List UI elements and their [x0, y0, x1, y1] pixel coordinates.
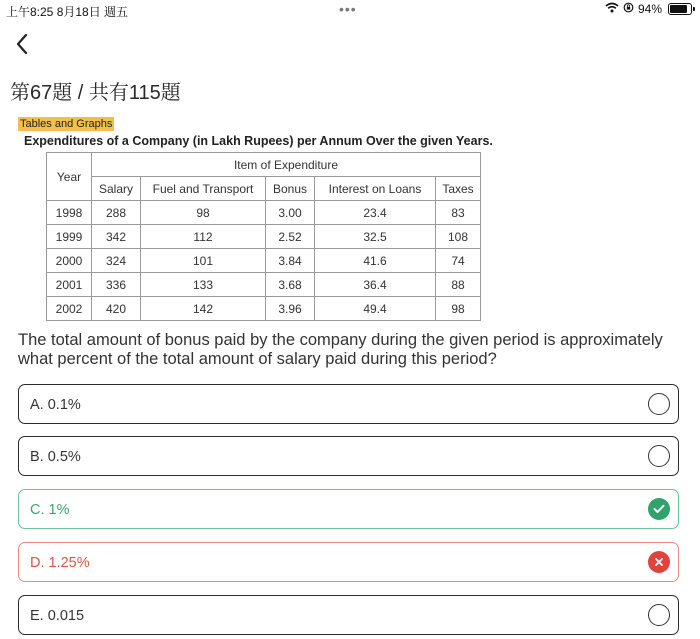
- option-label: D. 1.25%: [30, 555, 90, 571]
- column-header: Fuel and Transport: [141, 177, 266, 201]
- battery-fill: [670, 5, 687, 13]
- table-cell: 101: [141, 249, 266, 273]
- table-cell: 74: [436, 249, 481, 273]
- option-label: B. 0.5%: [30, 449, 81, 465]
- table-row: [47, 249, 481, 273]
- option-a[interactable]: [18, 384, 679, 424]
- table-cell: 1999: [47, 225, 92, 249]
- radio-circle-icon[interactable]: [648, 604, 670, 626]
- table-cell: 336: [92, 273, 141, 297]
- table-caption: Expenditures of a Company (in Lakh Rupees) per Annum Over the given Years.: [24, 134, 493, 148]
- table-cell: 2000: [47, 249, 92, 273]
- battery-icon: [668, 3, 692, 15]
- year-header: Year: [47, 153, 92, 201]
- table-cell: 2001: [47, 273, 92, 297]
- multitasking-dots[interactable]: •••: [339, 1, 357, 17]
- table-cell: 49.4: [315, 297, 436, 321]
- option-label: A. 0.1%: [30, 397, 81, 413]
- battery-percent: 94%: [637, 2, 662, 16]
- table-cell: 288: [92, 201, 141, 225]
- table-row: [47, 225, 481, 249]
- chevron-left-icon: [15, 33, 29, 55]
- battery-cap: [693, 7, 695, 11]
- question-text: The total amount of bonus paid by the company during the given period is approximately what percent of the total amount of salary paid during this period?: [18, 331, 663, 368]
- close-icon: [648, 551, 670, 573]
- table-cell: 41.6: [315, 249, 436, 273]
- table-cell: 342: [92, 225, 141, 249]
- status-bar: [0, 0, 700, 20]
- table-cell: 32.5: [315, 225, 436, 249]
- expenditure-table: [46, 152, 481, 321]
- table-cell: 98: [141, 201, 266, 225]
- table-cell: 142: [141, 297, 266, 321]
- table-header-row: [47, 153, 481, 177]
- table-cell: 83: [436, 201, 481, 225]
- column-header: Bonus: [266, 177, 315, 201]
- option-c[interactable]: [18, 489, 679, 529]
- table-cell: 3.96: [266, 297, 315, 321]
- table-cell: 2002: [47, 297, 92, 321]
- status-time: 上午8:25 8月18日 週五: [6, 5, 129, 19]
- orientation-lock-icon: [623, 2, 634, 16]
- table-cell: 324: [92, 249, 141, 273]
- back-button[interactable]: [8, 28, 36, 60]
- checkmark-icon: [648, 498, 670, 520]
- table-cell: 108: [436, 225, 481, 249]
- radio-circle-icon[interactable]: [648, 393, 670, 415]
- option-label: E. 0.015: [30, 608, 85, 624]
- column-header: Interest on Loans: [315, 177, 436, 201]
- option-b[interactable]: [18, 436, 679, 476]
- table-cell: 23.4: [315, 201, 436, 225]
- table-cell: 1998: [47, 201, 92, 225]
- radio-circle-icon[interactable]: [648, 445, 670, 467]
- option-e[interactable]: [18, 595, 679, 635]
- table-row: [47, 201, 481, 225]
- group-header: Item of Expenditure: [92, 153, 481, 177]
- table-cell: 420: [92, 297, 141, 321]
- column-header: Salary: [92, 177, 141, 201]
- table-cell: 3.68: [266, 273, 315, 297]
- table-cell: 3.84: [266, 249, 315, 273]
- table-cell: 3.00: [266, 201, 315, 225]
- table-cell: 112: [141, 225, 266, 249]
- table-column-header-row: [47, 177, 481, 201]
- table-cell: 36.4: [315, 273, 436, 297]
- page-title: 第67題 / 共有115題: [10, 82, 181, 104]
- wifi-icon: [605, 2, 619, 16]
- table-row: [47, 273, 481, 297]
- table-cell: 88: [436, 273, 481, 297]
- table-row: [47, 297, 481, 321]
- status-right: [605, 2, 692, 16]
- option-label: C. 1%: [30, 502, 70, 518]
- table-cell: 2.52: [266, 225, 315, 249]
- option-d[interactable]: [18, 542, 679, 582]
- column-header: Taxes: [436, 177, 481, 201]
- table-cell: 133: [141, 273, 266, 297]
- table-cell: 98: [436, 297, 481, 321]
- category-tag: Tables and Graphs: [20, 118, 113, 130]
